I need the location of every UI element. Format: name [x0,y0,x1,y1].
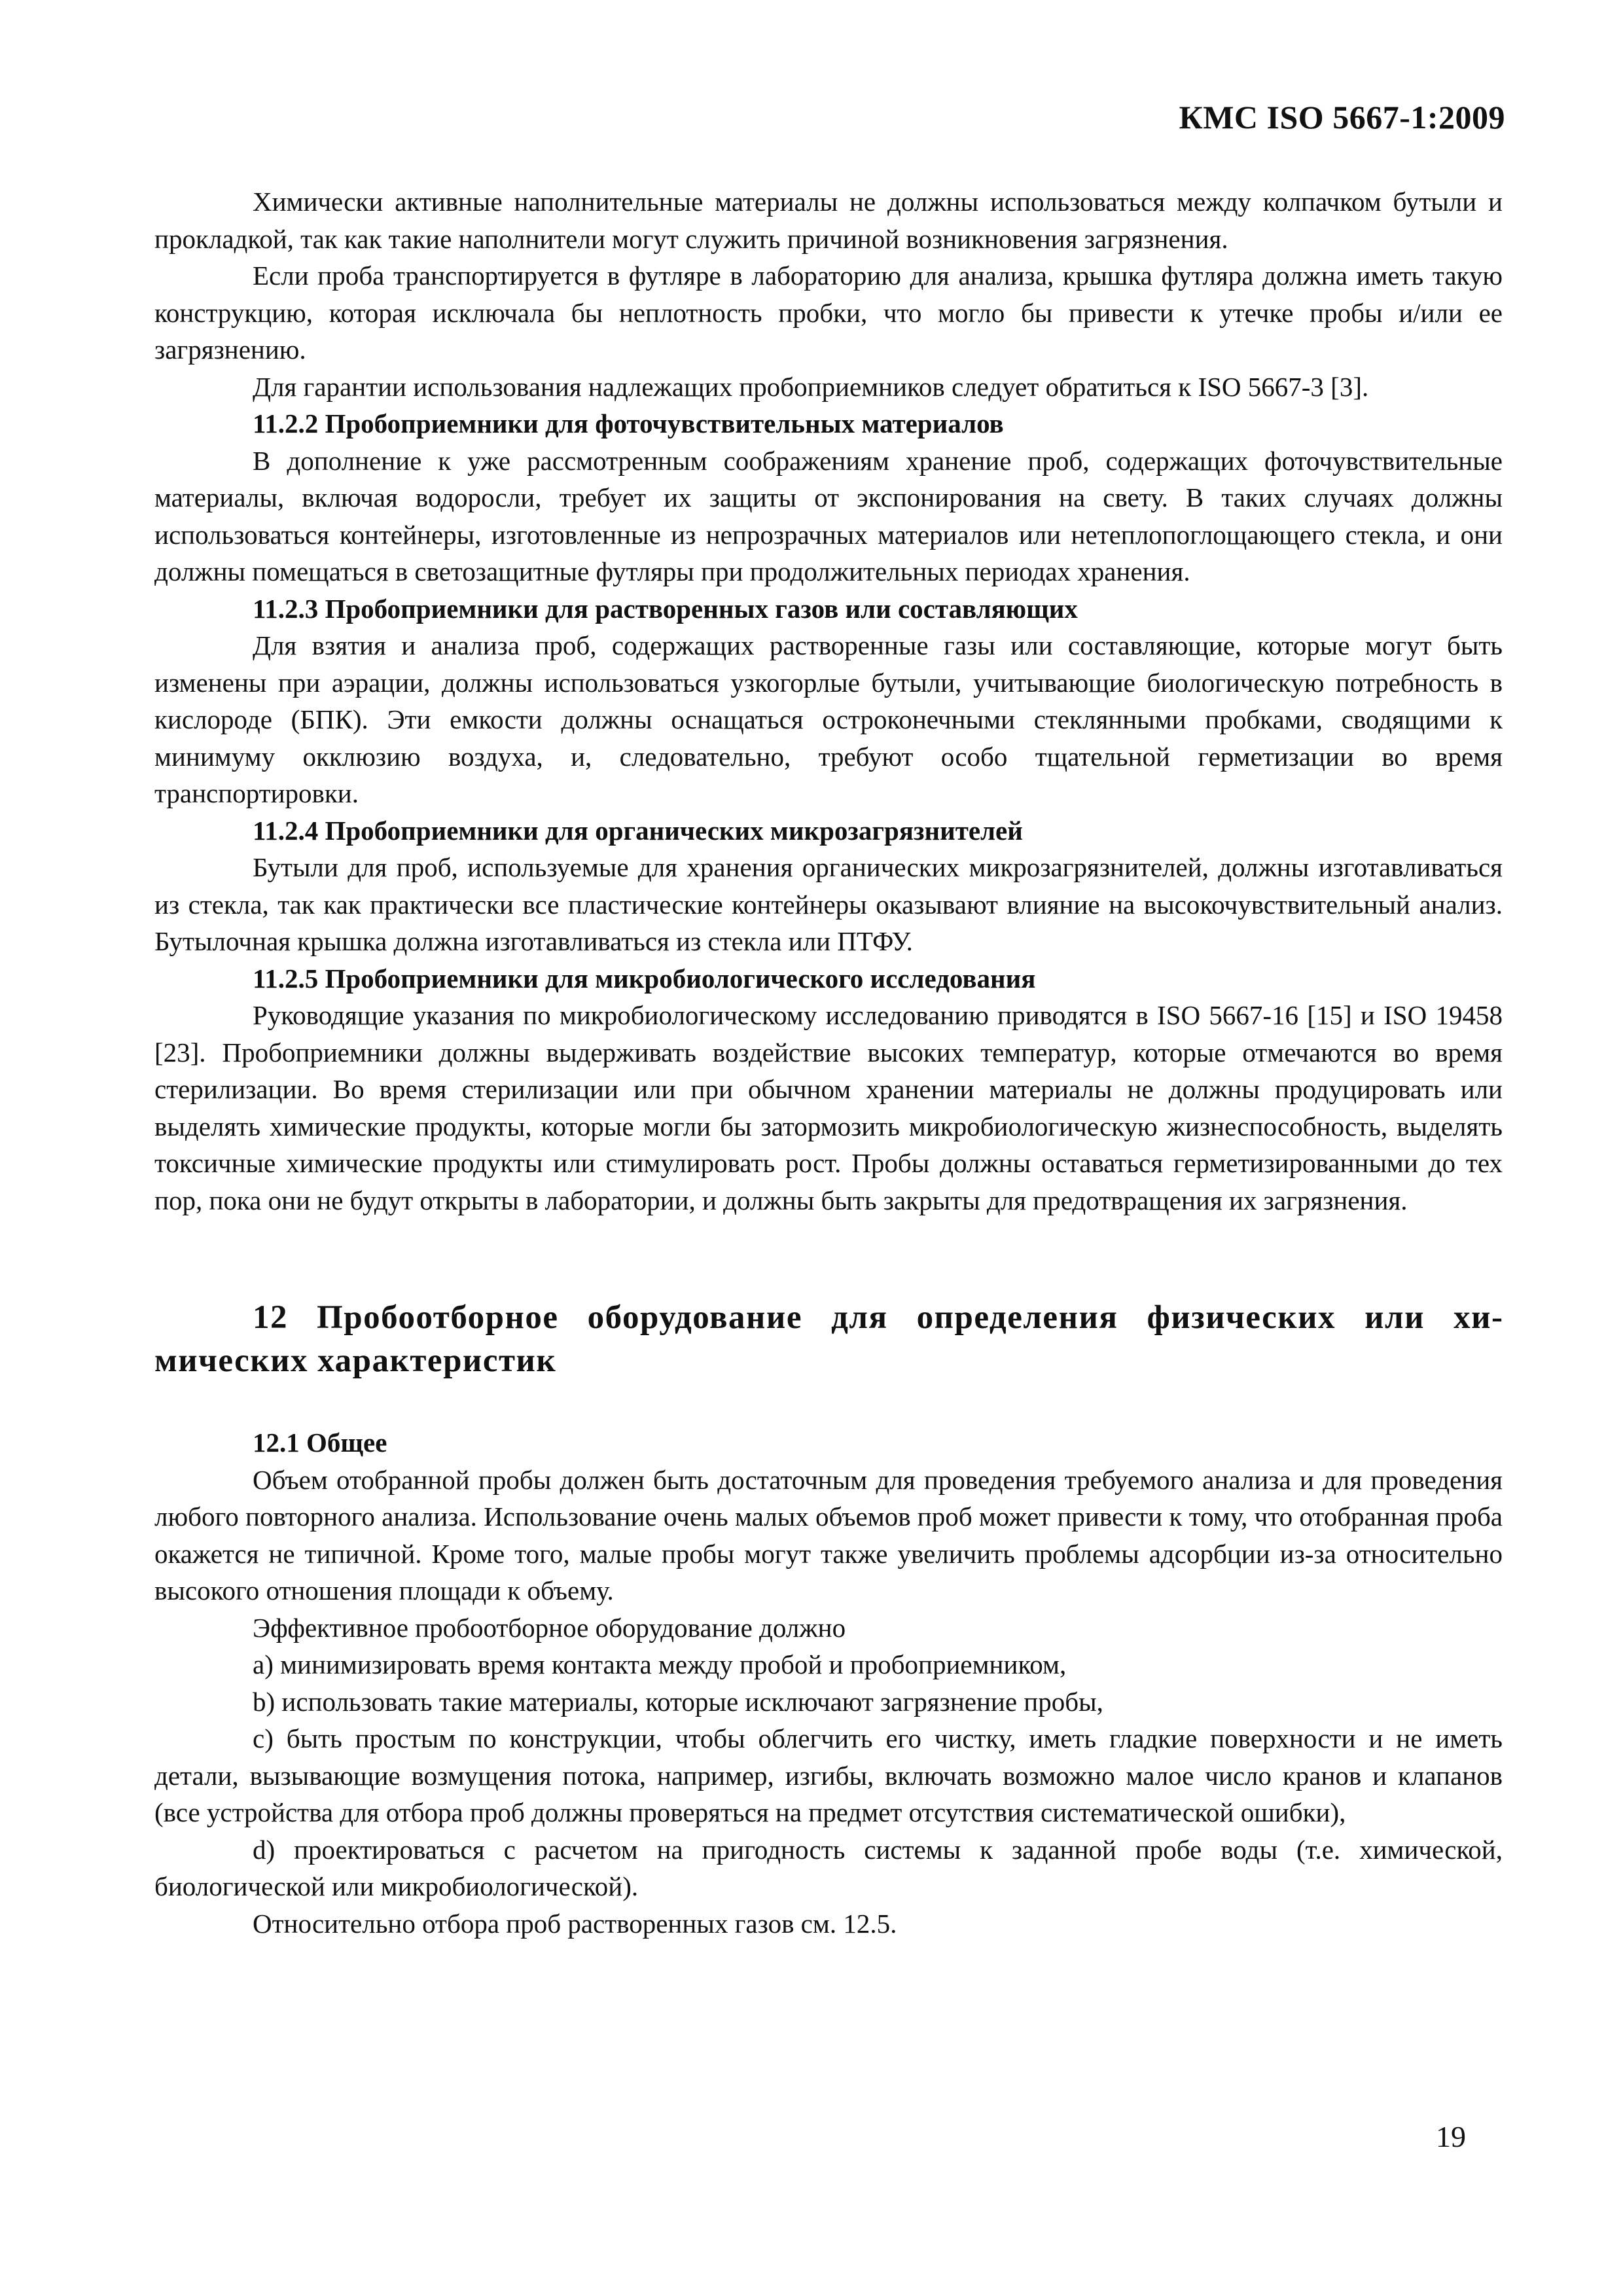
paragraph: Если проба транспортируется в футляре в лабораторию для анализа, крышка футляра должна иметь такую конструкцию, которая исключала бы неплотность пробки, что могло бы привести к утечке пробы и/или ее загрязнению. [154,260,1503,365]
paragraph: Бутыли для проб, используемые для хранения органических микрозагрязнителей, должны изготавливаться из стекла, так как практически все пластические контейнеры оказывают влияние на высокочувствительный анализ. Бутылочная крышка должна изготавливаться из стекла или ПТФУ. [154,852,1503,956]
subsection-heading-11-2-5: 11.2.5 Пробоприемники для микробиологического исследования [253,963,1036,994]
list-item-c: c) быть простым по конструкции, чтобы облегчить его чистку, иметь гладкие поверхности и не иметь детали, вызывающие возмущения потока, например, изгибы, включать возможно малое число кранов и клапанов (все устройства для отбора проб должны проверяться на предмет отсутствия систематической ошибки), [154,1723,1503,1827]
subsection-heading-11-2-3: 11.2.3 Пробоприемники для растворенных газов или составляющих [253,593,1078,624]
paragraph: Химически активные наполнительные материалы не должны использоваться между колпачком бутыли и прокладкой, так как такие наполнители могут служить причиной возникновения загрязнения. [154,187,1503,254]
paragraph: Руководящие указания по микробиологическому исследованию приводятся в ISO 5667-16 [15] и ISO 19458 [23]. Пробоприемники должны выдерживать воздействие высоких температур, которые отмечаются во время стерилизации. Во время стерилизации или при обычном хранении материалы не должны продуцировать или выделять химические продукты, которые могли бы затормозить микробиологическую жизнеспособность, выделять токсичные химические продукты или стимулировать рост. Пробы должны оставаться герметизированными до тех пор, пока они не будут открыты в лаборатории, и должны быть закрыты для предотвращения их загрязнения. [154,1000,1503,1215]
paragraph: Объем отобранной пробы должен быть достаточным для проведения требуемого анализа и для проведения любого повторного анализа. Использование очень малых объемов проб может привести к тому, что отобранная проба окажется не типичной. Кроме того, малые пробы могут также увеличить проблемы адсорбции из-за относительно высокого отношения площади к объему. [154,1464,1503,1605]
paragraph: В дополнение к уже рассмотренным соображениям хранение проб, содержащих фоточувствительные материалы, включая водоросли, требует их защиты от экспонирования на свету. В таких случаях должны использоваться контейнеры, изготовленные из непрозрачных материалов или нетеплопоглощающего стекла, и они должны помещаться в светозащитные футляры при продолжительных периодах хранения. [154,445,1503,586]
list-item-d: d) проектироваться с расчетом на пригодность системы к заданной пробе воды (т.е. химической, биологической или микробиологической). [154,1834,1503,1901]
paragraph: Эффективное пробоотборное оборудование должно [253,1612,846,1643]
list-item-a: a) минимизировать время контакта между пробой и пробоприемником, [253,1649,1067,1679]
paragraph: Для гарантии использования надлежащих пробоприемников следует обратиться к ISO 5667-3 [3]. [253,371,1369,402]
paragraph: Для взятия и анализа проб, содержащих растворенные газы или составляющие, которые могут быть изменены при аэрации, должны использоваться узкогорлые бутыли, учитывающие биологическую потребность в кислороде (БПК). Эти емкости должны оснащаться остроконечными стеклянными пробками, сводящими к минимуму окклюзию воздуха, и, следовательно, требуют особо тщательной герметизации во время транспортировки. [154,630,1503,808]
subsection-heading-12-1: 12.1 Общее [253,1427,387,1458]
document-code-header: КМС ISO 5667-1:2009 [1179,99,1505,135]
page-number: 19 [1436,2120,1466,2153]
subsection-heading-11-2-4: 11.2.4 Пробоприемники для органических микрозагрязнителей [253,815,1023,846]
section-heading-12: 12 Пробоотборное оборудование для определения физических или химических характеристик [154,1299,1503,1379]
list-item-b: b) использовать такие материалы, которые исключают загрязнение пробы, [253,1686,1103,1717]
paragraph: Относительно отбора проб растворенных газов см. 12.5. [253,1908,897,1939]
subsection-heading-11-2-2: 11.2.2 Пробоприемники для фоточувствительных материалов [253,408,1004,439]
document-body [154,183,1503,1942]
